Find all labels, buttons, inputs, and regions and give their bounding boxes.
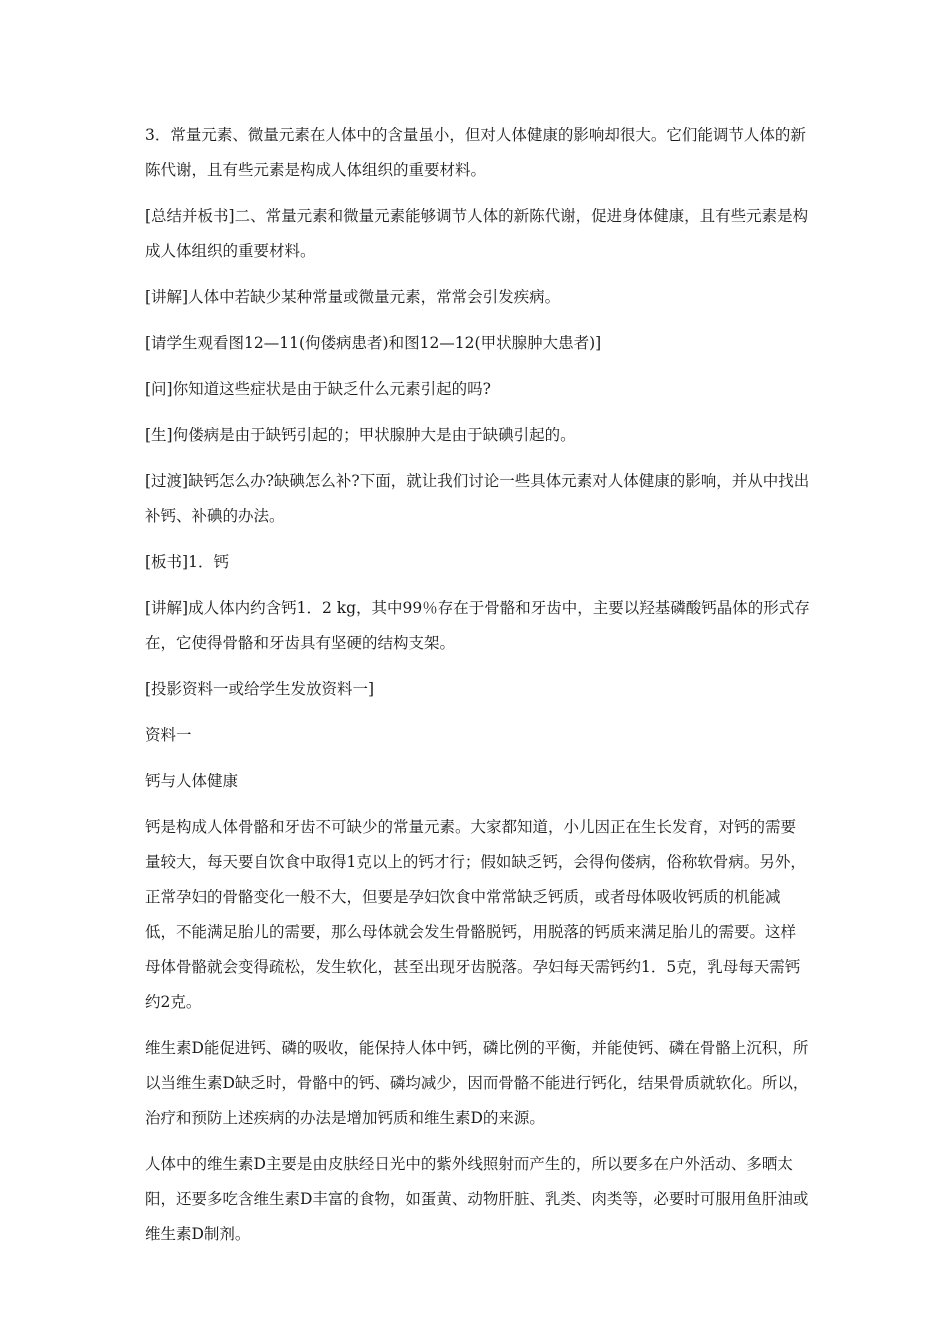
paragraph-vitamin-d-source: 人体中的维生素D主要是由皮肤经日光中的紫外线照射而产生的，所以要多在户外活动、多晒太阳，还要多吃含维生素D丰富的食物，如蛋黄、动物肝脏、乳类、肉类等，必要时可服用鱼肝油或维生素D制剂。 [145, 1155, 809, 1243]
paragraph-question: [问]你知道这些症状是由于缺乏什么元素引起的吗? [145, 380, 491, 398]
paragraph-transition: [过渡]缺钙怎么办?缺碘怎么补?下面，就让我们讨论一些具体元素对人体健康的影响，并从中找出补钙、补碘的办法。 [145, 472, 810, 525]
paragraph-calcium-health: 钙是构成人体骨骼和牙齿不可缺少的常量元素。大家都知道，小儿因正在生长发育，对钙的需要量较大，每天要自饮食中取得1克以上的钙才行；假如缺乏钙，会得佝偻病，俗称软骨病。另外，正常孕妇的骨骼变化一般不大，但要是孕妇饮食中常常缺乏钙质，或者母体吸收钙质的机能减低，不能满足胎儿的需要，那么母体就会发生骨骼脱钙，用脱落的钙质来满足胎儿的需要。这样母体骨骼就会变得疏松，发生软化，甚至出现牙齿脱落。孕妇每天需钙约1．5克，乳母每天需钙约2克。 [145, 818, 806, 1011]
paragraph-blackboard-calcium: [板书]1．钙 [145, 553, 229, 571]
material-label: 资料一 [145, 726, 192, 744]
paragraph-trace-elements-importance: 3．常量元素、微量元素在人体中的含量虽小，但对人体健康的影响却很大。它们能调节人体的新陈代谢，且有些元素是构成人体组织的重要材料。 [145, 126, 806, 179]
material-title: 钙与人体健康 [145, 772, 239, 790]
paragraph-view-figures: [请学生观看图12—11(佝偻病患者)和图12—12(甲状腺肿大患者)] [145, 334, 602, 352]
paragraph-vitamin-d-role: 维生素D能促进钙、磷的吸收，能保持人体中钙，磷比例的平衡，并能使钙、磷在骨骼上沉积，所以当维生素D缺乏时，骨骼中的钙、磷均减少，因而骨骼不能进行钙化，结果骨质就软化。所以，治疗和预防上述疾病的办法是增加钙质和维生素D的来源。 [145, 1039, 809, 1127]
document-body [145, 118, 810, 1263]
paragraph-explanation-calcium: [讲解]成人体内约含钙1．2 kg，其中99％存在于骨骼和牙齿中，主要以羟基磷酸钙晶体的形式存在，它使得骨骼和牙齿具有坚硬的结构支架。 [145, 599, 810, 652]
paragraph-explanation-deficiency: [讲解]人体中若缺少某种常量或微量元素，常常会引发疾病。 [145, 288, 561, 306]
paragraph-projection-material: [投影资料一或给学生发放资料一] [145, 680, 375, 698]
paragraph-summary-blackboard: [总结并板书]二、常量元素和微量元素能够调节人体的新陈代谢，促进身体健康，且有些元素是构成人体组织的重要材料。 [145, 207, 809, 260]
paragraph-student-answer: [生]佝偻病是由于缺钙引起的；甲状腺肿大是由于缺碘引起的。 [145, 426, 576, 444]
